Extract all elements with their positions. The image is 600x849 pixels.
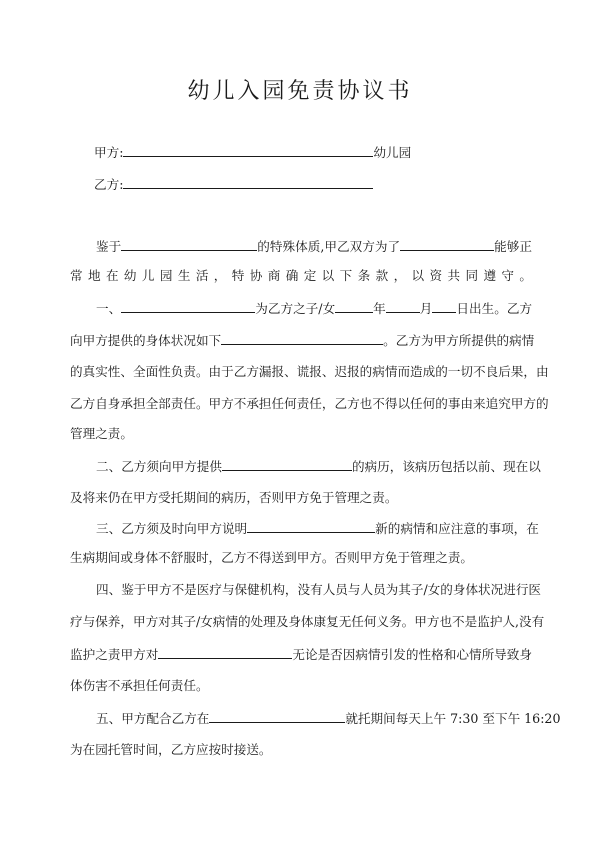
document-title: 幼儿入园免责协议书 xyxy=(187,79,413,104)
clause-4-line-3 xyxy=(70,644,532,665)
clause-3-text-2: 新的病情和应注意的事项，在 xyxy=(375,521,539,536)
clause-1-line-4: 乙方自身承担全部责任。甲方不承担任何责任，乙方也不得以任何的事由来追究甲方的 xyxy=(70,396,549,411)
intro-line-2: 常地在幼儿园生活，特协商确定以下条款，以资共同遵守。 xyxy=(70,268,532,283)
clause-5-text-1: 五、甲方配合乙方在 xyxy=(96,711,210,726)
birth-day-blank[interactable] xyxy=(432,298,456,313)
clause-1-text-7: 。乙方为甲方所提供的病情 xyxy=(383,333,535,348)
clause-5-line-1 xyxy=(70,708,561,729)
clause-2-line-2: 及将来仍在甲方受托期间的病历，否则甲方免于管理之责。 xyxy=(70,490,398,505)
clause-1-line-1 xyxy=(70,298,532,319)
party-a-name-blank[interactable] xyxy=(123,142,373,157)
party-b-line xyxy=(94,174,534,195)
clause-4-text-2: 监护之责甲方对 xyxy=(70,647,159,662)
clause-1-text-1: 一、 xyxy=(96,301,122,316)
clause-2-line-1 xyxy=(70,456,541,477)
party-a-line xyxy=(94,142,534,163)
health-condition-blank[interactable] xyxy=(221,330,383,345)
clause-1-text-3: 年 xyxy=(373,301,386,316)
clause-1-text-5: 日出生。乙方 xyxy=(456,301,533,316)
party-b-label: 乙方: xyxy=(94,177,124,192)
clause-2-text-1: 二、乙方须向甲方提供 xyxy=(96,459,222,474)
intro-text-3: 能够正 xyxy=(494,239,532,254)
clause-1-text-2: 为乙方之子/女 xyxy=(255,301,336,316)
medical-record-blank[interactable] xyxy=(222,456,352,471)
party-b-name-blank[interactable] xyxy=(123,174,373,189)
clause-4-line-2: 疗与保养，甲方对其子/女病情的处理及身体康复无任何义务。甲方也不是监护人,没有 xyxy=(70,614,545,629)
clause-2-text-2: 的病历，该病历包括以前、现在以 xyxy=(351,459,541,474)
party-a-label: 甲方: xyxy=(94,145,124,160)
child-name-blank-2[interactable] xyxy=(400,236,494,251)
birth-year-blank[interactable] xyxy=(335,298,373,313)
intro-text-1: 鉴于 xyxy=(96,239,122,254)
clause-1-text-4: 月 xyxy=(419,301,433,316)
intro-line-1 xyxy=(70,236,532,257)
clause-4-line-4: 体伤害不承担任何责任。 xyxy=(70,678,209,693)
clause-3-line-1 xyxy=(70,518,539,539)
condition-notes-blank[interactable] xyxy=(247,518,375,533)
care-period-blank[interactable] xyxy=(209,708,345,723)
clause-4-text-1: 四、鉴于甲方不是医疗与保健机构，没有人员与人员为其子/女的身体状况进行医 xyxy=(96,582,542,597)
clause-4-line-1 xyxy=(70,580,542,600)
clause-5-line-2: 为在园托管时间，乙方应按时接送。 xyxy=(70,742,272,757)
child-name-blank[interactable] xyxy=(121,236,257,251)
clause-5-text-2: 就托期间每天上午 7:30 至下午 16:20 xyxy=(345,711,561,726)
clause-1-text-6: 向甲方提供的身体状况如下 xyxy=(70,333,222,348)
clause-3-line-2: 生病期间或身体不舒服时，乙方不得送到甲方。否则甲方免于管理之责。 xyxy=(70,550,473,565)
birth-month-blank[interactable] xyxy=(386,298,420,313)
clause-1-line-5: 管理之责。 xyxy=(70,426,133,441)
child-name-blank-3[interactable] xyxy=(121,298,255,313)
party-a-suffix: 幼儿园 xyxy=(373,145,412,160)
clause-3-text-1: 三、乙方须及时向甲方说明 xyxy=(96,521,248,536)
child-name-blank-4[interactable] xyxy=(158,644,292,659)
clause-1-line-2 xyxy=(70,330,535,351)
intro-text-2: 的特殊体质,甲乙双方为了 xyxy=(257,239,401,254)
clause-4-text-3: 无论是否因病情引发的性格和心情所导致身 xyxy=(292,647,533,662)
clause-1-line-3: 的真实性、全面性负责。由于乙方漏报、谎报、迟报的病情而造成的一切不良后果，由 xyxy=(70,364,549,379)
